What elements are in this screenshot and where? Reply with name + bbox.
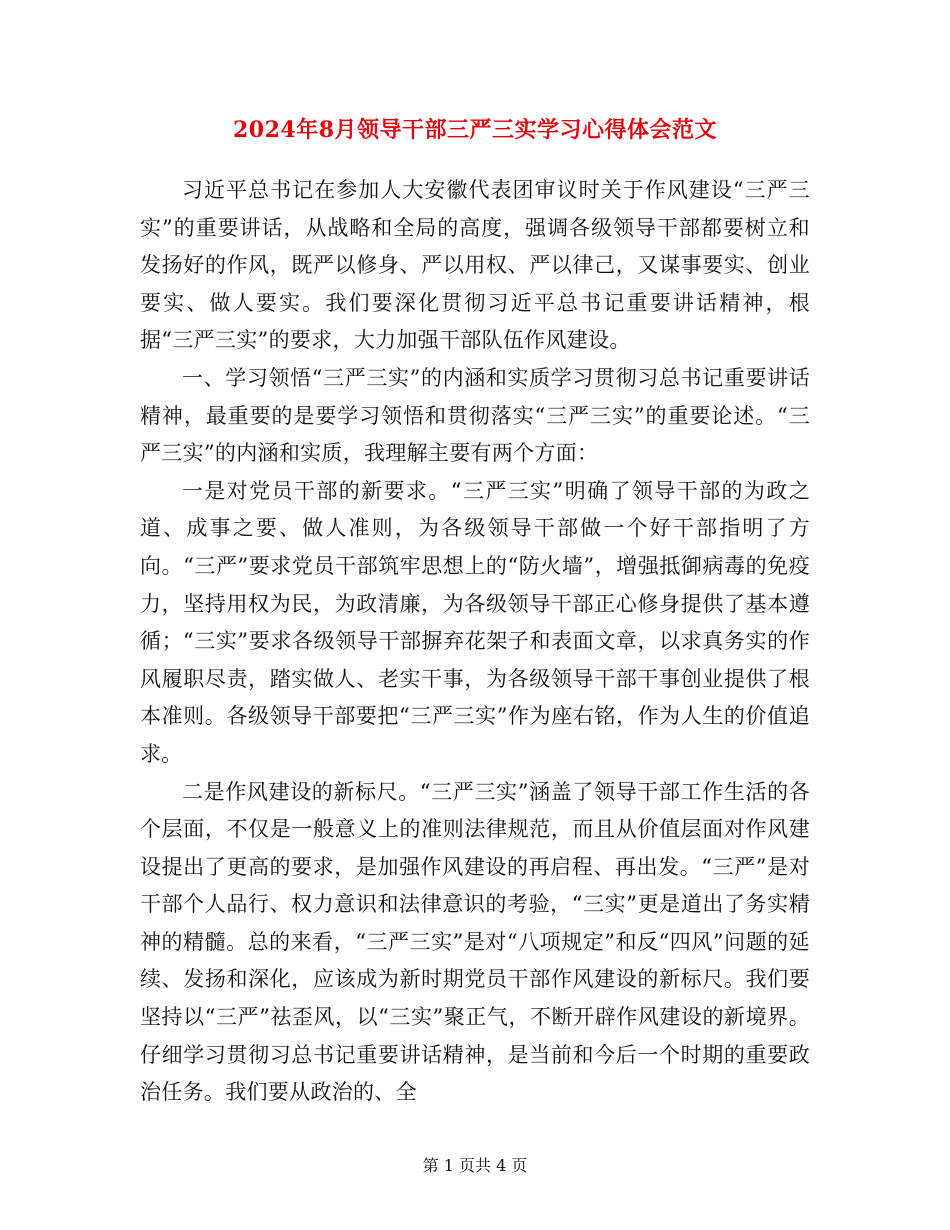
- paragraph: 习近平总书记在参加人大安徽代表团审议时关于作风建设“三严三实”的重要讲话，从战略和全局的高度，强调各级领导干部都要树立和发扬好的作风，既严以修身、严以用权、严以律己，又谋事要实、创业要实、做人要实。我们要深化贯彻习近平总书记重要讲话精神，根据“三严三实”的要求，大力加强干部队伍作风建设。: [140, 178, 810, 353]
- paragraph: 一、学习领悟“三严三实”的内涵和实质学习贯彻习总书记重要讲话精神，最重要的是要学习领悟和贯彻落实“三严三实”的重要论述。“三严三实”的内涵和实质，我理解主要有两个方面：: [140, 365, 810, 466]
- paragraph: 一是对党员干部的新要求。“三严三实”明确了领导干部的为政之道、成事之要、做人准则，为各级领导干部做一个好干部指明了方向。“三严”要求党员干部筑牢思想上的“防火墙”，增强抵御病毒的免疫力，坚持用权为民，为政清廉，为各级领导干部正心修身提供了基本遵循；“三实”要求各级领导干部摒弃花架子和表面文章，以求真务实的作风履职尽责，踏实做人、老实干事，为各级领导干部干事创业提供了根本准则。各级领导干部要把“三严三实”作为座右铭，作为人生的价值追求。: [140, 478, 810, 766]
- document-title: 2024年8月领导干部三严三实学习心得体会范文: [232, 117, 718, 143]
- page-number-footer: 第 1 页共 4 页: [422, 1156, 528, 1175]
- document-body: [140, 172, 810, 1112]
- paragraph: 二是作风建设的新标尺。“三严三实”涵盖了领导干部工作生活的各个层面，不仅是一般意义上的准则法律规范，而且从价值层面对作风建设提出了更高的要求，是加强作风建设的再启程、再出发。“三严”是对干部个人品行、权力意识和法律意识的考验，“三实”更是道出了务实精神的精髓。总的来看，“三严三实”是对“八项规定”和反“四风”问题的延续、发扬和深化，应该成为新时期党员干部作风建设的新标尺。我们要坚持以“三严”祛歪风，以“三实”聚正气，不断开辟作风建设的新境界。仔细学习贯彻习总书记重要讲话精神，是当前和今后一个时期的重要政治任务。我们要从政治的、全: [140, 779, 810, 1105]
